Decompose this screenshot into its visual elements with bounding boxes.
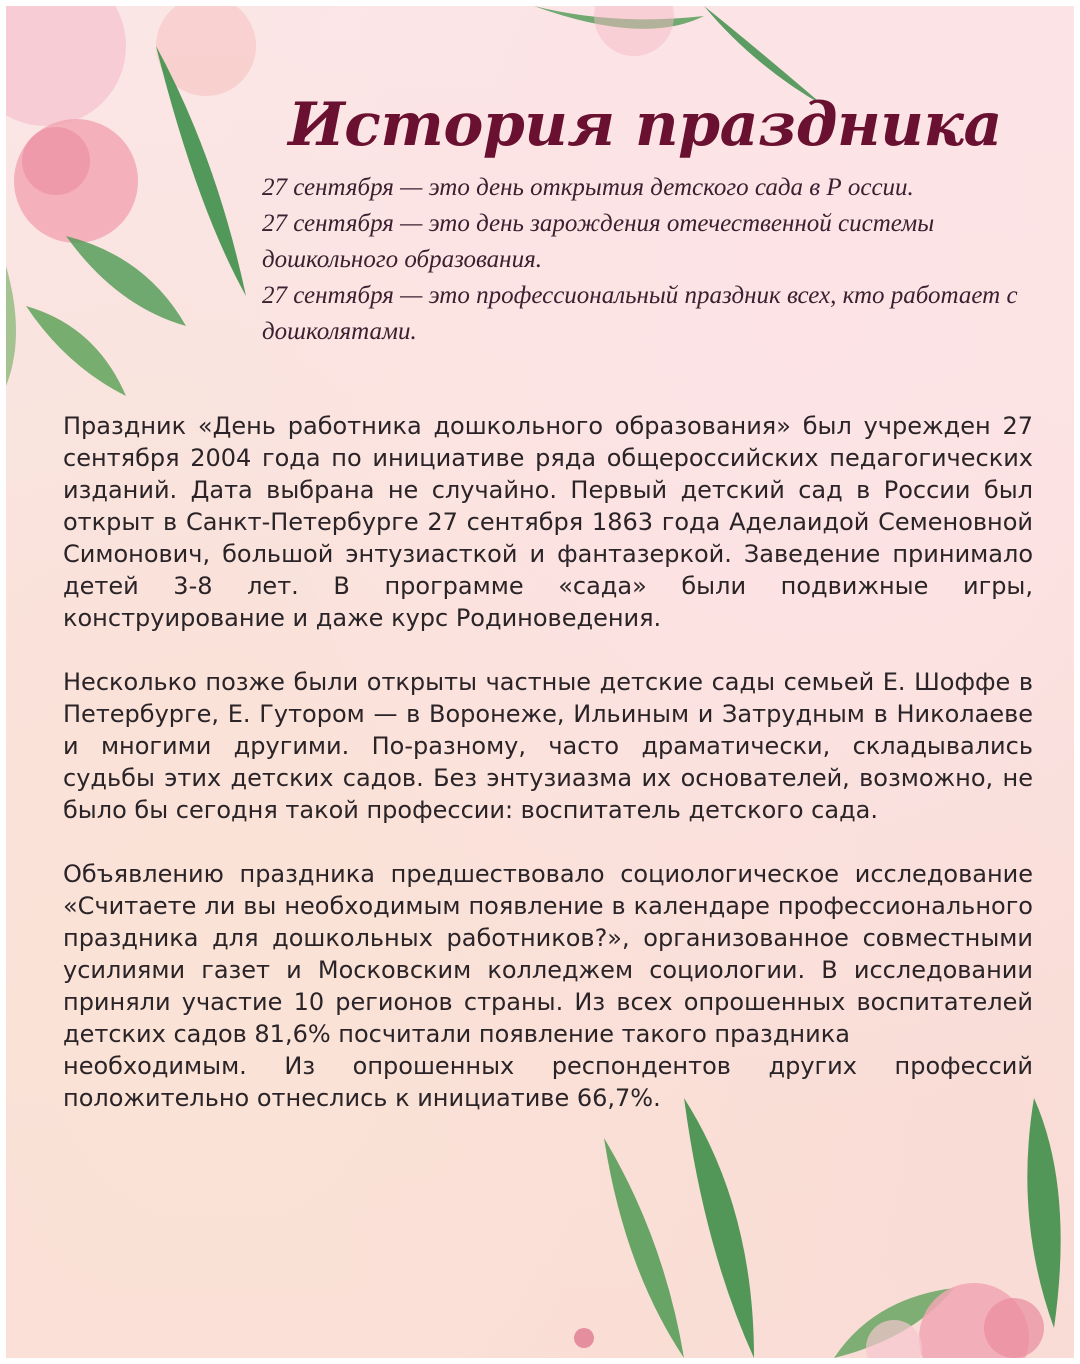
page-title: История праздника [288, 90, 1002, 160]
intro-line: 27 сентября — это день зарождения отечественной системы дошкольного образования. [262, 210, 935, 273]
intro-line: 27 сентября — это профессиональный праздник всех, кто работает с дошколятами. [262, 282, 1018, 345]
paragraph-history: Праздник «День работника дошкольного образования» был учрежден 27 сентября 2004 года по инициативе ряда общероссийских педагогических изданий. Дата выбрана не случайно. Первый детский сад в России был открыт в Санкт-Петербурге 27 сентября 1863 года Аделаидой Семеновной Симонович, большой энтузиасткой и фантазеркой. Заведение принимало детей 3-8 лет. В программе «сада» были подвижные игры, конструирование и даже курс Родиноведения. [63, 412, 1033, 632]
paragraph-survey: Объявлению праздника предшествовало социологическое исследование «Считаете ли вы необходимым появление в календаре профессионального праздника для дошкольных работников?», организованное совместными усилиями газет и Московским колледжем социологии. В исследовании приняли участие 10 регионов страны. Из всех опрошенных воспитателей детских садов 81,6% посчитали появление такого праздника [63, 860, 1033, 1048]
intro-block [262, 170, 1057, 350]
flower-leaves-decoration-top-left [6, 6, 306, 426]
paragraph-survey-end: необходимым. Из опрошенных респондентов других профессий положительно отнеслись к инициативе 66,7%. [63, 1052, 1033, 1112]
paragraph-private-gardens: Несколько позже были открыты частные детские сады семьей Е. Шоффе в Петербурге, Е. Гутором — в Воронеже, Ильиным и Затрудным в Николаеве и многими другими. По-разному, часто драматически, складывались судьбы этих детских садов. Без энтузиазма их основателей, возможно, не было бы сегодня такой профессии: воспитатель детского сада. [63, 668, 1033, 824]
intro-line: 27 сентября — это день открытия детского сада в Р оссии. [262, 174, 914, 201]
poster [6, 6, 1074, 1358]
main-text [63, 410, 1033, 1146]
